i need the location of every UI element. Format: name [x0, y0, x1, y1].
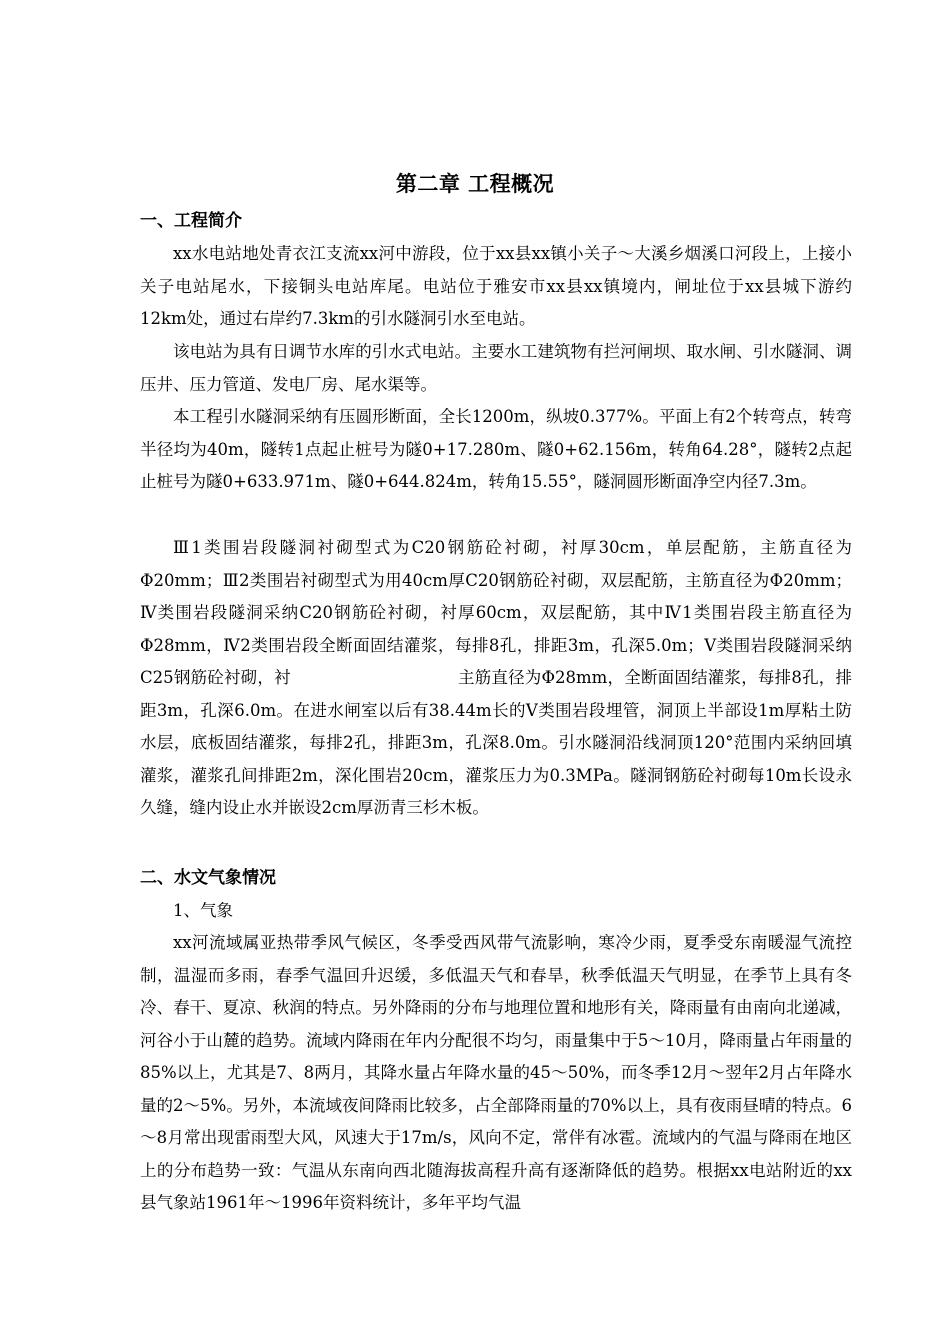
section-heading-project-intro: 一、工程简介 [140, 211, 242, 231]
paragraph-tunnel-geometry: 本工程引水隧洞采纳有压圆形断面，全长1200m，纵坡0.377%。平面上有2个转弯点，转弯半径均为40m，隧转1点起止桩号为隧0+17.280m、隧0+62.156m，转角64.28°，隧转2点起止桩号为隧0+633.971m、隧0+644.824m，转角15.55°，隧洞圆形断面净空内径7.3m。 [140, 407, 852, 491]
chapter-title: 第二章 工程概况 [395, 172, 555, 196]
subheading-climate: 1、气象 [173, 901, 233, 920]
paragraph-location: xx水电站地处青衣江支流xx河中游段，位于xx县xx镇小关子～大溪乡烟溪口河段上，上接小关子电站尾水，下接铜头电站库尾。电站位于雅安市xx县xx镇境内，闸址位于xx县城下游约12km处，通过右岸约7.3km的引水隧洞引水至电站。 [140, 244, 852, 328]
paragraph-climate: xx河流域属亚热带季风气候区，冬季受西风带气流影响，寒冷少雨，夏季受东南暖湿气流控制，温湿而多雨，春季气温回升迟缓，多低温天气和春旱，秋季低温天气明显，在季节上具有冬冷、春干、夏凉、秋润的特点。另外降雨的分布与地理位置和地形有关，降雨量有由南向北递减，河谷小于山麓的趋势。流域内降雨在年内分配很不均匀，雨量集中于5～10月，降雨量占年雨量的85%以上，尤其是7、8两月，其降水量占年降水量的45～50%，而冬季12月～翌年2月占年降水量的2～5%。另外，本流域夜间降雨比较多，占全部降雨量的70%以上，具有夜雨昼晴的特点。6～8月常出现雷雨型大风，风速大于17m/s，风向不定，常伴有冰雹。流域内的气温与降雨在地区上的分布趋势一致：气温从东南向西北随海拔高程升高有逐渐降低的趋势。根据xx电站附近的xx县气象站1961年～1996年资料统计，多年平均气温 [140, 933, 852, 1212]
paragraph-station-type: 该电站为具有日调节水库的引水式电站。主要水工建筑物有拦河闸坝、取水闸、引水隧洞、调压井、压力管道、发电厂房、尾水渠等。 [140, 342, 852, 394]
section-heading-hydrology: 二、水文气象情况 [140, 868, 276, 888]
paragraph-tunnel-lining: Ⅲ1类围岩段隧洞衬砌型式为C20钢筋砼衬砌，衬厚30cm，单层配筋，主筋直径为Φ20mm；Ⅲ2类围岩衬砌型式为用40cm厚C20钢筋砼衬砌，双层配筋，主筋直径为Φ20mm；Ⅳ类围岩段隧洞采纳C20钢筋砼衬砌，衬厚60cm，双层配筋，其中Ⅳ1类围岩段主筋直径为Φ28mm，Ⅳ2类围岩段全断面固结灌浆，每排8孔，排距3m，孔深5.0m；Ⅴ类围岩段隧洞采纳C25钢筋砼衬砌，衬 主筋直径为Φ28mm，全断面固结灌浆，每排8孔，排距3m，孔深6.0m。在进水闸室以后有38.44m长的Ⅴ类围岩段埋管，洞顶上半部设1m厚粘土防水层，底板固结灌浆，每排2孔，排距3m，孔深8.0m。引水隧洞沿线洞顶120°范围内采纳回填灌浆，灌浆孔间排距2m，深化围岩20cm，灌浆压力为0.3MPa。隧洞钢筋砼衬砌每10m长设永久缝，缝内设止水并嵌设2cm厚沥青三杉木板。 [140, 538, 852, 817]
